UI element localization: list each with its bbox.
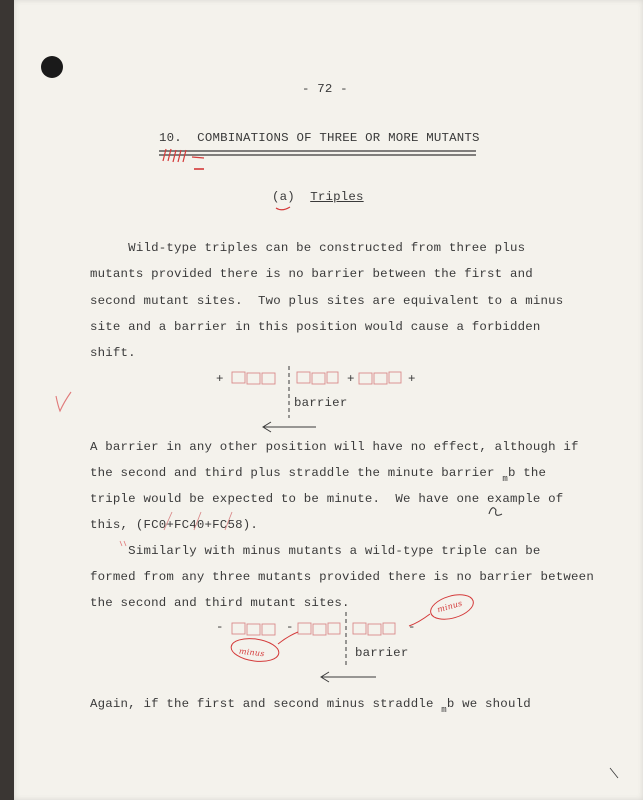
diagram1-boxes xyxy=(232,372,401,384)
para2-line2-tail: b the xyxy=(507,466,547,480)
annotation-pointer-left xyxy=(278,632,298,644)
para4-tail: b we should xyxy=(446,697,531,711)
diagram1-sign-2: + xyxy=(347,372,355,386)
para3-line3: the second and third mutant sites. xyxy=(90,596,350,610)
para4-subscript: m xyxy=(441,705,447,715)
diagram1-sign-3: + xyxy=(408,372,416,386)
annotation-pointer-right xyxy=(409,614,430,626)
annotation-minus-left: minus xyxy=(238,646,265,659)
annotation-circle-right xyxy=(428,590,476,623)
red-tick-small xyxy=(120,541,126,546)
document-page xyxy=(14,0,643,800)
para4-text: Again, if the first and second minus straddle xyxy=(90,697,442,711)
diagram2-sign-1: - xyxy=(216,620,224,634)
red-check-mark xyxy=(56,392,71,411)
section-heading: 10. COMBINATIONS OF THREE OR MORE MUTANTS xyxy=(159,131,480,145)
diagram2-sign-2: - xyxy=(286,620,294,634)
para1-line5: shift. xyxy=(90,346,136,360)
diagram2-arrow xyxy=(321,672,376,682)
red-underline-a xyxy=(276,207,290,210)
para2-line4: this, (FC0+FC40+FC58). xyxy=(90,518,258,532)
para1-line3: second mutant sites. Two plus sites are equivalent to a minus xyxy=(90,294,564,308)
para2-line2-subscript: m xyxy=(502,474,508,484)
para3-line1: Similarly with minus mutants a wild-type triple can be xyxy=(90,544,541,558)
para2-line2-text: the second and third plus straddle the minute barrier xyxy=(90,466,503,480)
red-ticks xyxy=(163,149,204,169)
page-number: - 72 - xyxy=(302,82,348,96)
diagram1-barrier-label: barrier xyxy=(294,396,348,410)
diagram2-boxes xyxy=(232,623,395,635)
para2-line1: A barrier in any other position will have no effect, although if xyxy=(90,440,579,454)
para1-line2: mutants provided there is no barrier between the first and xyxy=(90,267,533,281)
para1-line4: site and a barrier in this position would cause a forbidden xyxy=(90,320,541,334)
annotation-minus-right: minus xyxy=(436,598,464,615)
para2-line3: triple would be expected to be minute. We have one example of xyxy=(90,492,564,506)
diagram2-sign-3: - xyxy=(408,620,416,634)
diagram1-arrow xyxy=(263,422,316,432)
diagram2-barrier-label: barrier xyxy=(355,646,409,660)
para3-line2: formed from any three mutants provided there is no barrier between xyxy=(90,570,594,584)
corner-mark xyxy=(610,768,618,778)
pen-correction xyxy=(489,508,502,516)
para1-line1: Wild-type triples can be constructed from three plus xyxy=(90,241,526,255)
annotation-circle-left xyxy=(230,636,281,664)
subheading-label: (a) xyxy=(272,190,295,204)
diagram1-sign-1: + xyxy=(216,372,224,386)
subheading-text: Triples xyxy=(310,190,364,204)
red-slashes-fc xyxy=(164,512,232,530)
page-marks xyxy=(14,0,643,800)
